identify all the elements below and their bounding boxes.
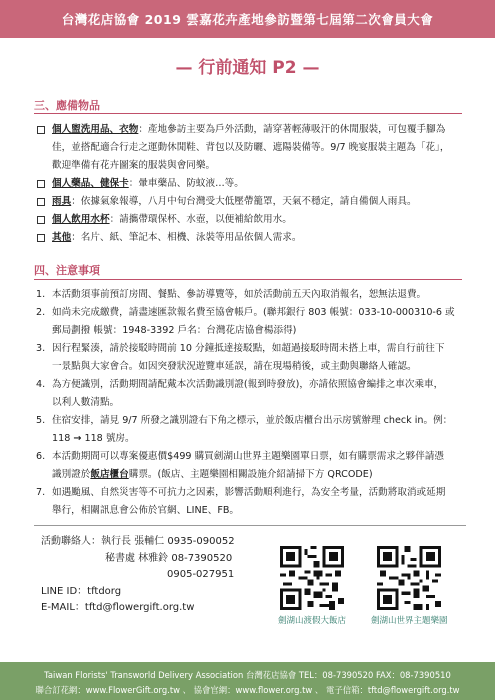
- item-number: 1.: [36, 289, 46, 300]
- item-text: 佳，並搭配適合行走之運動休閒鞋、背包以及防曬、遮陽裝備等。9/7 晚宴服裝主題為「花」，: [52, 142, 450, 153]
- item-text: 118: [52, 433, 74, 444]
- contact-line: 活動聯絡人：執行長 張輔仁 0935-090052: [41, 536, 235, 547]
- qr-caption: 劍湖山渡假大飯店: [277, 616, 346, 626]
- contact-panel: [34, 525, 466, 639]
- list-item: [36, 175, 468, 193]
- item-text: 歡迎準備有花卉圖案的服裝與會同樂。: [52, 160, 216, 171]
- item-text: 因行程緊湊，請於接駁時間前 10 分鐘抵達接駁點，如超過接駁時間未搭上車，需自行前往下: [52, 343, 445, 354]
- checkbox-icon: [37, 234, 45, 242]
- item-text: 郵局劃撥 帳號：1948-3392 戶名：台灣花店協會楊添得): [52, 325, 297, 336]
- list-item: [36, 121, 468, 175]
- section-divider: [34, 113, 462, 114]
- arrow-right-icon: →: [73, 433, 82, 444]
- item-number: 3.: [36, 343, 46, 354]
- qr-park[interactable]: [371, 546, 447, 626]
- item-text: ：暈車藥品、防蚊液…等。: [128, 178, 244, 189]
- item-label: 雨具: [52, 196, 72, 207]
- item-number: 2.: [36, 307, 46, 318]
- item-text: 本活動須事前預訂房間、餐點、參訪導覽等，如於活動前五天內取消報名，恕無法退費。: [52, 289, 427, 300]
- list-item: [36, 304, 468, 340]
- item-text: 一景點與大家會合。如因突發狀況遊覽車延誤，請在現場稍後，或主動與聯絡人確認。: [52, 361, 417, 372]
- item-number: 4.: [36, 379, 46, 390]
- list-item: [36, 229, 468, 247]
- list-item: [36, 340, 468, 376]
- item-label: 個人盥洗用品、衣物: [52, 124, 139, 135]
- contact-line: 0905-027951: [167, 569, 235, 580]
- checkbox-icon: [37, 216, 45, 224]
- list-item: [36, 484, 468, 520]
- checkbox-icon: [37, 126, 45, 134]
- checkbox-icon: [37, 180, 45, 188]
- list-item: [36, 448, 468, 484]
- page-subtitle: — 行前通知 P2 —: [175, 58, 320, 78]
- line-id: LINE ID：tftdorg: [41, 585, 122, 597]
- list-item: [36, 193, 468, 211]
- section-heading-items: 三、應備物品: [34, 99, 100, 112]
- footer: [0, 662, 495, 700]
- item-label: 其他: [52, 232, 72, 243]
- header-banner: [0, 0, 495, 38]
- email: E-MAIL：tftd@flowergift.org.tw: [41, 602, 195, 613]
- qr-caption: 劍湖山世界主題樂園: [371, 616, 448, 626]
- item-text: 住宿安排，請見 9/7 所發之識別證右下角之標示，並於飯店櫃台出示房號辦理 check in。例：: [52, 415, 453, 426]
- item-text: 118 號房。: [81, 433, 135, 444]
- checkbox-icon: [37, 198, 45, 206]
- list-item: [36, 286, 468, 304]
- item-text: 如尚未完成繳費，請盡速匯款報名費至協會帳戶。(聯邦銀行 803 帳號：033-10-000310-6 或: [52, 307, 455, 318]
- item-number: 5.: [36, 415, 46, 426]
- list-item: [36, 376, 468, 412]
- item-text: ：產地參訪主要為戶外活動，請穿著輕薄吸汗的休閒服裝，可包覆手腳為: [138, 124, 446, 135]
- list-item: [36, 211, 468, 229]
- section-heading-notes: 四、注意事項: [34, 264, 100, 277]
- item-text: 購票。(飯店、主題樂園相關設施介紹請掃下方 QRCODE): [128, 469, 373, 480]
- notes-list: [36, 286, 468, 520]
- list-item: [36, 412, 468, 448]
- item-text: ：請攜帶環保杯、水壺，以便補給飲用水。: [109, 214, 292, 225]
- footer-line: Taiwan Florists' Transworld Delivery Association 台灣花店協會 TEL：08-7390520 FAX：08-7390510: [44, 670, 451, 680]
- item-text: 舉行，相關訊息會公佈於官網、LINE、FB。: [52, 505, 240, 516]
- header-title: 台灣花店協會 2019 雲嘉花卉產地參訪暨第七屆第二次會員大會: [61, 12, 434, 27]
- items-list: [36, 121, 468, 247]
- item-text: ：依據氣象報導，八月中旬台灣受大低壓帶籠罩，天氣不穩定，請自備個人雨具。: [71, 196, 417, 207]
- item-text: 以利人數清點。: [52, 397, 120, 408]
- item-label: 個人飲用水杯: [52, 214, 110, 225]
- item-label: 個人藥品、健保卡: [52, 178, 129, 189]
- item-number: 6.: [36, 451, 46, 462]
- item-number: 7.: [36, 487, 46, 498]
- item-text: 識別證於: [52, 469, 91, 480]
- item-text: 如遇颱風、自然災害等不可抗力之因素，影響活動順利進行，為安全考量，活動將取消或延期: [52, 487, 446, 498]
- contact-line: 秘書處 林雅鈴 08-7390520: [105, 552, 233, 564]
- item-text: ：名片、紙、筆記本、相機、泳裝等用品依個人需求。: [71, 232, 302, 243]
- section-divider: [34, 279, 462, 280]
- footer-line: 聯合訂花網：www.FlowerGift.org.tw 、 協會官網：www.flower.org.tw 、 電子信箱：tftd@flowergift.org.tw: [35, 685, 460, 695]
- qr-code-icon[interactable]: [377, 546, 441, 610]
- item-emphasis: 飯店櫃台: [90, 469, 129, 480]
- qr-hotel[interactable]: [274, 546, 350, 626]
- contact-info: [41, 534, 241, 617]
- qr-code-icon[interactable]: [280, 546, 344, 610]
- item-text: 為方便識別，活動期間請配戴本次活動識別證(報到時發放)，亦請依照協會編排之車次乘車，: [52, 379, 444, 390]
- item-text: 本活動期間可以專案優惠價$499 購買劍湖山世界主題樂園單日票，如有購票需求之夥伴請憑: [52, 451, 445, 462]
